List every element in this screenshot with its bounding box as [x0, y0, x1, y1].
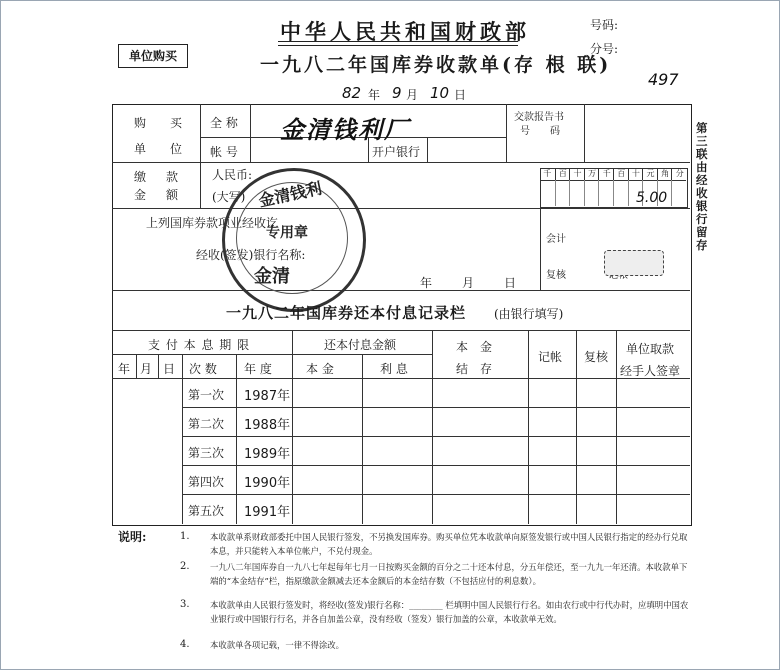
col-day: 日 [163, 362, 176, 376]
date-year: 82 [342, 84, 362, 102]
col-principal: 本 金 [306, 362, 334, 376]
col-review: 复核 [584, 350, 609, 364]
amount-handwritten: 5.00 [636, 190, 668, 206]
buyer-label-1: 购 买 [134, 116, 189, 130]
redemption-row-year: 1988年 [244, 418, 291, 433]
note-number: 1. [180, 531, 190, 542]
note-text: 本收款单系财政部委托中国人民银行签发，不另换发国库券。购买单位凭本收款单向原签发银行或中国人民银行指定的经办行兑取本息，并只能转入本单位帐户，不兑付现金。 [210, 532, 688, 556]
col-interest: 利 息 [380, 362, 408, 376]
note-text: 本收款单由人民银行签发时，将经收(签发)银行名称：________ 栏填明中国人民银行行名。如由农行或中行代办时，应填明中国农业银行或中国银行行名，并各自加盖公章，没有经收（签发）银行加盖的公章，本收款单无效。 [210, 600, 689, 624]
report-label-1: 交款报告书 [514, 112, 564, 123]
note-number: 2. [180, 561, 190, 572]
unit-purchase-box: 单位购买 [118, 44, 188, 68]
col-month: 月 [140, 362, 153, 376]
redemption-row-times: 第五次 [188, 504, 225, 518]
serial-handwritten: 497 [648, 70, 679, 89]
full-name-handwritten: 金清钱利厂 [280, 116, 410, 144]
stamp-text-bottom: 金清 [254, 266, 290, 287]
number-label: 号码: [590, 18, 619, 32]
digit-header-cell: 分 [671, 168, 687, 180]
digit-header-cell: 千 [598, 168, 614, 180]
review-label: 复核 [546, 270, 566, 281]
bank-seal [604, 250, 664, 276]
date-year-suffix: 年 [368, 88, 381, 102]
receipt-date-year: 年 [420, 276, 433, 290]
col-balance-2: 结 存 [456, 362, 493, 376]
bank-label: 开户银行 [372, 145, 421, 159]
redemption-row-year: 1987年 [244, 389, 291, 404]
full-name-label: 全 称 [210, 116, 238, 130]
ministry-title: 中华人民共和国财政部 [280, 19, 530, 44]
note-text: 一九八二年国库券自一九八七年起每年七月一日按购买金额的百分之二十还本付息，分五年偿还，至一九九一年还清。本收款单下端的“本金结存”栏，指原缴款金额减去还本金额后的本金结存数（不包括应付的利息数）。 [210, 562, 688, 586]
col-year: 年 [118, 362, 131, 376]
col-times: 次 数 [189, 362, 217, 376]
digit-header-cell: 十 [628, 168, 644, 180]
date-month-suffix: 月 [406, 88, 419, 102]
redemption-row-year: 1991年 [244, 505, 291, 520]
date-month: 9 [392, 84, 402, 102]
col-sign-2: 经手人签章 [620, 364, 681, 378]
col-fiscal-year: 年 度 [244, 362, 272, 376]
redemption-row-times: 第四次 [188, 475, 225, 489]
form-title: 一九八二年国库券收款单(存 根 联) [260, 54, 612, 76]
redemption-title-note: (由银行填写) [494, 307, 564, 321]
redemption-row-year: 1989年 [244, 447, 291, 462]
notes-heading: 说明: [118, 530, 147, 544]
buyer-label-2: 单 位 [134, 142, 189, 156]
received-text: 上列国库券款项业经收讫 [146, 216, 279, 230]
side-note-vertical: 第三联 由经收银行留存 [696, 121, 708, 252]
sub-number-label: 分号: [590, 42, 619, 56]
note-text: 本收款单各项记载，一律不得涂改。 [210, 640, 344, 650]
date-day-suffix: 日 [454, 88, 467, 102]
redemption-row-times: 第二次 [188, 417, 225, 431]
digit-header-cell: 百 [613, 168, 629, 180]
digit-header-cell: 十 [569, 168, 585, 180]
redemption-row-year: 1990年 [244, 476, 291, 491]
currency-bracket: (大写) [212, 190, 246, 204]
note-number: 4. [180, 639, 190, 650]
report-label-2: 号 码 [520, 126, 560, 137]
redemption-title: 一九八二年国库券还本付息记录栏 [226, 304, 467, 322]
stamp-text-top: 金清钱利 [256, 178, 324, 211]
handler-bank-label: 经收(签发)银行名称: [196, 248, 306, 262]
date-day: 10 [430, 84, 450, 102]
account-label: 帐 号 [210, 145, 238, 159]
col-balance-1: 本 金 [456, 340, 493, 354]
col-sign-1: 单位取款 [626, 342, 675, 356]
col-accounting: 记帐 [538, 350, 563, 364]
receipt-date-month: 月 [462, 276, 475, 290]
stamp-text-middle: 专用章 [266, 225, 308, 241]
note-number: 3. [180, 599, 190, 610]
redemption-row-times: 第一次 [188, 388, 225, 402]
digit-header-cell: 角 [657, 168, 673, 180]
digit-header-cell: 万 [584, 168, 600, 180]
payment-label-1: 缴 款 [134, 170, 183, 184]
redemption-row-times: 第三次 [188, 446, 225, 460]
col-amount-group: 还本付息金额 [324, 338, 397, 352]
col-period: 支 付 本 息 期 限 [148, 338, 251, 352]
receipt-date-day: 日 [504, 276, 517, 290]
payment-label-2: 金 额 [134, 188, 183, 202]
digit-header-cell: 百 [555, 168, 571, 180]
currency-label: 人民币: [212, 168, 253, 182]
digit-header-cell: 元 [642, 168, 658, 180]
digit-header-cell: 千 [543, 169, 552, 178]
accounting-label: 会计 [546, 234, 566, 245]
title-underline [278, 41, 518, 46]
